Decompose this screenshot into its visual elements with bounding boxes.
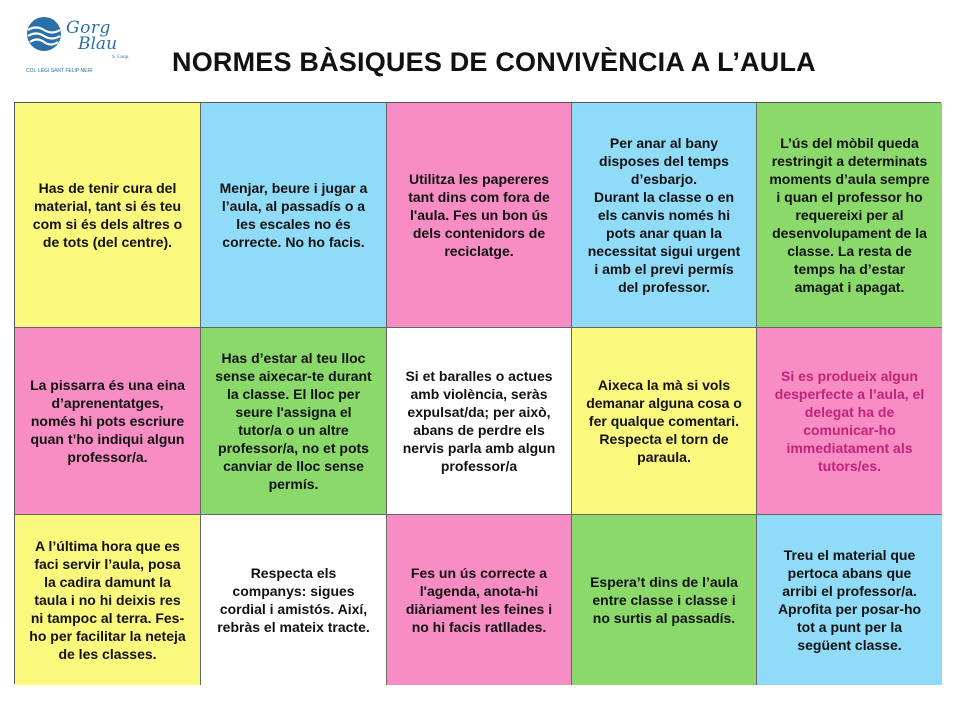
page-title: NORMES BÀSIQUES DE CONVIVÈNCIA A L’AULA [172,47,816,77]
rule-cell-4: Per anar al bany disposes del temps d’esbarjo. Durant la classe o en els canvis només hi pots anar quan la necessitat sigui urgent i amb el previ permís del professor. [572,103,757,328]
rules-grid [14,102,941,684]
rule-cell-6: La pissarra és una eina d’aprenentatges, només hi pots escriure quan t’ho indiqui algun professor/a. [15,328,201,515]
rule-cell-8: Si et baralles o actues amb violència, seràs expulsat/da; per això, abans de perdre els nervis parla amb algun professor/a [387,328,572,515]
logo-text-school: COL·LEGI SANT FELIP NERI [26,68,93,74]
rule-cell-10: Si es produeix algun desperfecte a l’aula, el delegat ha de comunicar-ho immediatament als tutors/es. [757,328,942,515]
rule-cell-13: Fes un ús correcte a l'agenda, anota-hi diàriament les feines i no hi facis ratllades. [387,515,572,685]
logo-text-coop: S. Coop. [112,55,130,60]
rule-cell-3: Utilitza les papereres tant dins com fora de l'aula. Fes un bon ús dels contenidors de reciclatge. [387,103,572,328]
rule-cell-2: Menjar, beure i jugar a l’aula, al passadís o a les escales no és correcte. No ho facis. [201,103,387,328]
rule-cell-5: L’ús del mòbil queda restringit a determinats moments d’aula sempre i quan el professor ho requereixi per al desenvolupament de la classe. La resta de temps ha d’estar amagat i apagat. [757,103,942,328]
rule-cell-1: Has de tenir cura del material, tant si és teu com si és dels altres o de tots (del centre). [15,103,201,328]
rule-cell-11: A l’última hora que es faci servir l’aula, posa la cadira damunt la taula i no hi deixis res ni tampoc al terra. Fes-ho per facilitar la neteja de les classes. [15,515,201,685]
rule-cell-12: Respecta els companys: sigues cordial i amistós. Així, rebràs el mateix tracte. [201,515,387,685]
rule-cell-15: Treu el material que pertoca abans que arribi el professor/a. Aprofita per posar-ho tot a punt per la següent classe. [757,515,942,685]
logo-text-gorg: Gorg [66,18,111,38]
logo-text-blau: Blau [78,34,118,54]
rule-cell-7: Has d’estar al teu lloc sense aixecar-te durant la classe. El lloc per seure l'assigna el tutor/a o un altre professor/a, no et pots canviar de lloc sense permís. [201,328,387,515]
rule-cell-9: Aixeca la mà si vols demanar alguna cosa o fer qualque comentari. Respecta el torn de paraula. [572,328,757,515]
rule-cell-14: Espera’t dins de l’aula entre classe i classe i no surtis al passadís. [572,515,757,685]
